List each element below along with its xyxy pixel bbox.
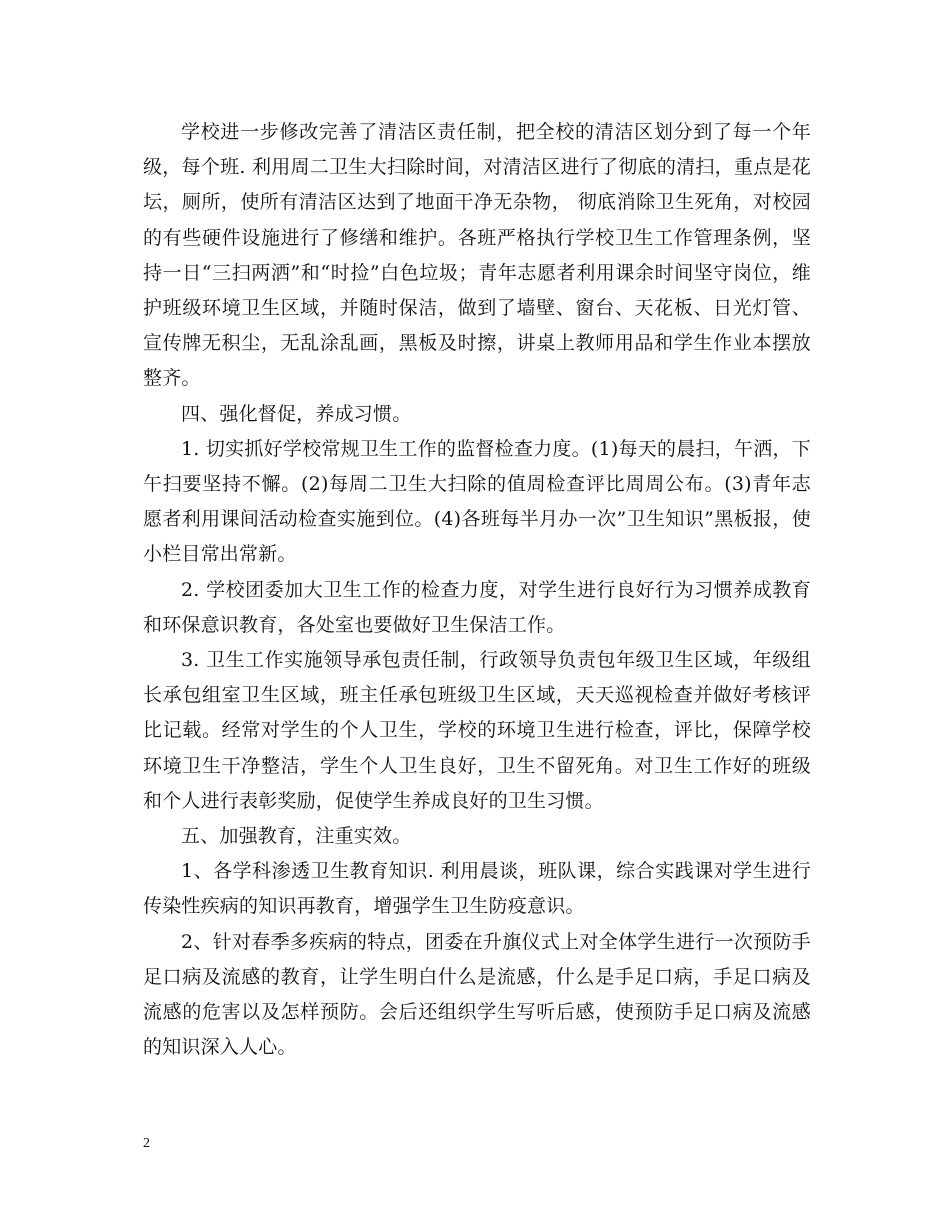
body-paragraph: 学校进一步修改完善了清洁区责任制，把全校的清洁区划分到了每一个年级，每个班. 利用周二卫生大扫除时间，对清洁区进行了彻底的清扫，重点是花坛，厕所，使所有清洁区达到了地面干净无杂物， 彻底消除卫生死角，对校园的有些硬件设施进行了修缮和维护。各班严格执行学校卫生工作管理条例，坚持一日“三扫两洒”和“时捡”白色垃圾；青年志愿者利用课余时间坚守岗位，维护班级环境卫生区域，并随时保洁，做到了墙壁、窗台、天花板、日光灯管、宣传牌无积尘，无乱涂乱画，黑板及时擦，讲桌上教师用品和学生作业本摆放整齐。 [143,121,811,390]
body-paragraph: 1. 切实抓好学校常规卫生工作的监督检查力度。(1)每天的晨扫，午洒，下午扫要坚持不懈。(2)每周二卫生大扫除的值周检查评比周周公布。(3)青年志愿者利用课间活动检查实施到位。(4)各班每半月办一次”卫生知识”黑板报，使小栏目常出常新。 [143,437,811,566]
document-body [143,115,811,1065]
page-number: 2 [143,1136,150,1151]
body-paragraph: 2、针对春季多疾病的特点，团委在升旗仪式上对全体学生进行一次预防手足口病及流感的教育，让学生明白什么是流感，什么是手足口病，手足口病及流感的危害以及怎样预防。会后还组织学生写听后感，使预防手足口病及流感的知识深入人心。 [143,930,811,1059]
body-paragraph: 3. 卫生工作实施领导承包责任制，行政领导负责包年级卫生区域，年级组长承包组室卫生区域，班主任承包班级卫生区域，天天巡视检查并做好考核评比记载。经常对学生的个人卫生，学校的环境卫生进行检查，评比，保障学校环境卫生干净整洁，学生个人卫生良好，卫生不留死角。对卫生工作好的班级和个人进行表彰奖励，促使学生养成良好的卫生习惯。 [143,649,811,812]
section-heading: 五、加强教育，注重实效。 [181,825,412,848]
body-paragraph: 2. 学校团委加大卫生工作的检查力度，对学生进行良好行为习惯养成教育和环保意识教育，各处室也要做好卫生保洁工作。 [143,578,811,636]
section-heading: 四、强化督促，养成习惯。 [181,402,412,425]
body-paragraph: 1、各学科渗透卫生教育知识. 利用晨谈，班队课，综合实践课对学生进行传染性疾病的知识再教育，增强学生卫生防疫意识。 [143,860,811,918]
